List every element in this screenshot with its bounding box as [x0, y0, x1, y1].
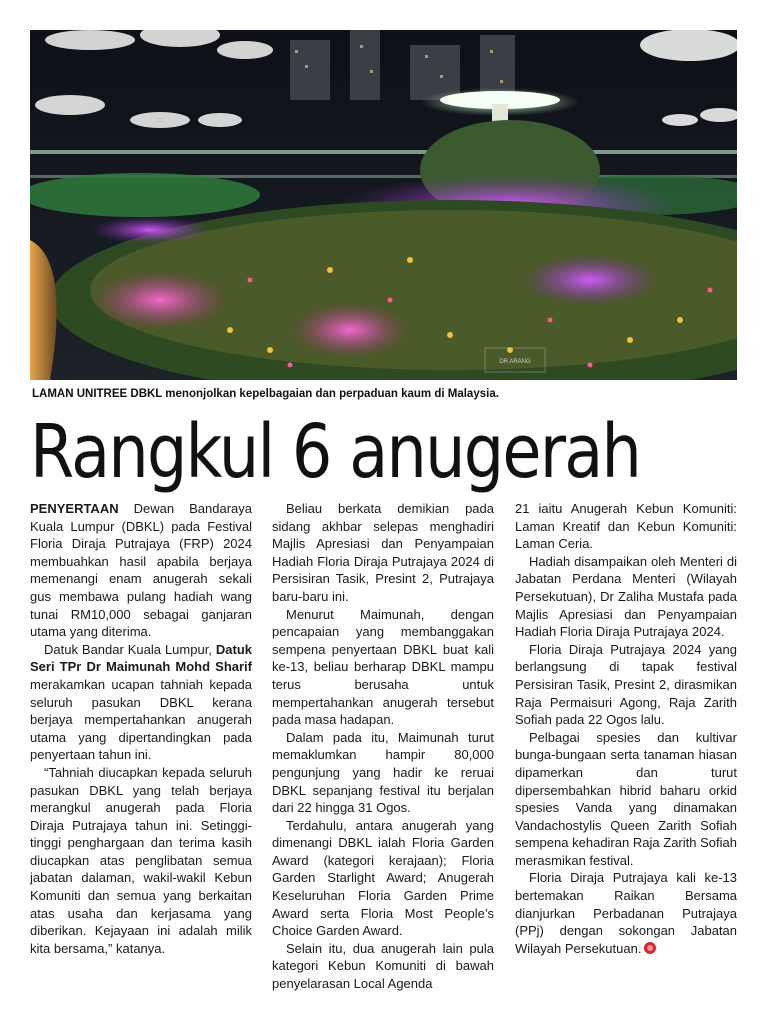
photo-caption: LAMAN UNITREE DBKL menonjolkan kepelbagaian dan perpaduan kaum di Malaysia. — [32, 388, 499, 400]
paragraph — [515, 869, 737, 957]
paragraph: 21 iaitu Anugerah Kebun Komuniti: Laman Kreatif dan Kebun Komuniti: Laman Ceria. — [515, 501, 737, 552]
paragraph — [30, 641, 252, 764]
lead-word: PENYERTAAN — [30, 501, 119, 516]
article-photo — [30, 30, 737, 380]
paragraph: “Tahniah diucapkan kepada seluruh pasukan DBKL yang telah berjaya merangkul anugerah pada Floria Diraja Putrajaya tahun ini. Setinggi-tinggi penghargaan dan terima kasih diucapkan atas penglibatan semua jabatan dalaman, wakil-wakil Kebun Komuniti dan semua yang berkaitan atas usaha dan kerjasama yang diberikan. Kejayaan ini adalah milik kita bersama,” katanya. — [30, 764, 252, 956]
headline: Rangkul 6 anugerah — [30, 409, 641, 495]
paragraph: Hadiah disampaikan oleh Menteri di Jabatan Perdana Menteri (Wilayah Persekutuan), Dr Zaliha Mustafa pada Majlis Apresiasi dan Penyampaian Hadiah Floria Diraja Putrajaya 2024. — [515, 553, 737, 640]
person-name: Datuk Seri TPr Dr Maimunah Mohd Sharif — [30, 641, 252, 675]
article-column-1 — [30, 500, 252, 957]
paragraph: Floria Diraja Putrajaya 2024 yang berlangsung di tapak festival Persisiran Tasik, Presint 2, dirasmikan Raja Permaisuri Agong, Raja Zarith Sofiah pada 22 Ogos lalu. — [515, 641, 737, 728]
paragraph: Beliau berkata demikian pada sidang akhbar selepas menghadiri Majlis Apresiasi dan Penyampaian Hadiah Floria Diraja Putrajaya 2024 di Persisiran Tasik, Presint 2, Putrajaya baru-baru ini. — [272, 501, 494, 604]
paragraph-text: Floria Diraja Putrajaya kali ke-13 bertemakan Raikan Bersama dianjurkan Perbadanan Putrajaya (PPj) dengan sokongan Jabatan Wilayah Persekutuan. — [515, 870, 737, 956]
garden-night-photo-icon — [30, 30, 737, 380]
paragraph: Dalam pada itu, Maimunah turut memaklumkan hampir 80,000 pengunjung yang hadir ke reruai DBKL sepanjang festival itu berjalan dari 22 hingga 31 Ogos. — [272, 729, 494, 816]
article-column-2 — [272, 500, 494, 993]
article-column-3 — [515, 500, 737, 957]
paragraph-text: Datuk Bandar Kuala Lumpur, — [44, 641, 216, 657]
paragraph-text: merakamkan ucapan tahniah kepada seluruh pasukan DBKL kerana berjaya mempertahankan anugerah utama yang dipertandingkan pada penyertaan tahun ini. — [30, 676, 252, 763]
paragraph: Menurut Maimunah, dengan pencapaian yang membanggakan sempena penyertaan DBKL buat kali ke-13, beliau berharap DBKL mampu terus berusaha untuk mempertahankan anugerah tersebut pada masa hadapan. — [272, 606, 494, 728]
paragraph: Selain itu, dua anugerah lain pula kategori Kebun Komuniti di bawah penyelarasan Local Agenda — [272, 940, 494, 992]
paragraph: Pelbagai spesies dan kultivar bunga-bungaan serta tanaman hiasan dipamerkan dan turut dipersembahkan hibrid baharu orkid spesies Vanda yang dinamakan Vandachostylis Queen Zarith Sofiah sempena kehadiran Raja Zarith Sofiah merasmikan festival. — [515, 729, 737, 868]
photo-watermark: DR ARANG — [499, 359, 531, 365]
end-mark-icon — [644, 942, 656, 954]
paragraph-text: Dewan Bandaraya Kuala Lumpur (DBKL) pada Festival Floria Diraja Putrajaya (FRP) 2024 membuahkan hasil apabila berjaya memenangi enam anugerah sekali gus membawa pulang hadiah wang tunai RM10,000 sebagai ganjaran utama yang diterima. — [30, 501, 252, 640]
paragraph: Terdahulu, antara anugerah yang dimenangi DBKL ialah Floria Garden Award (kategori kerajaan); Floria Garden Starlight Award; Anugerah Keseluruhan Floria Garden Prime Award serta Floria Most People’s Choice Garden Award. — [272, 817, 494, 939]
paragraph — [30, 500, 252, 641]
